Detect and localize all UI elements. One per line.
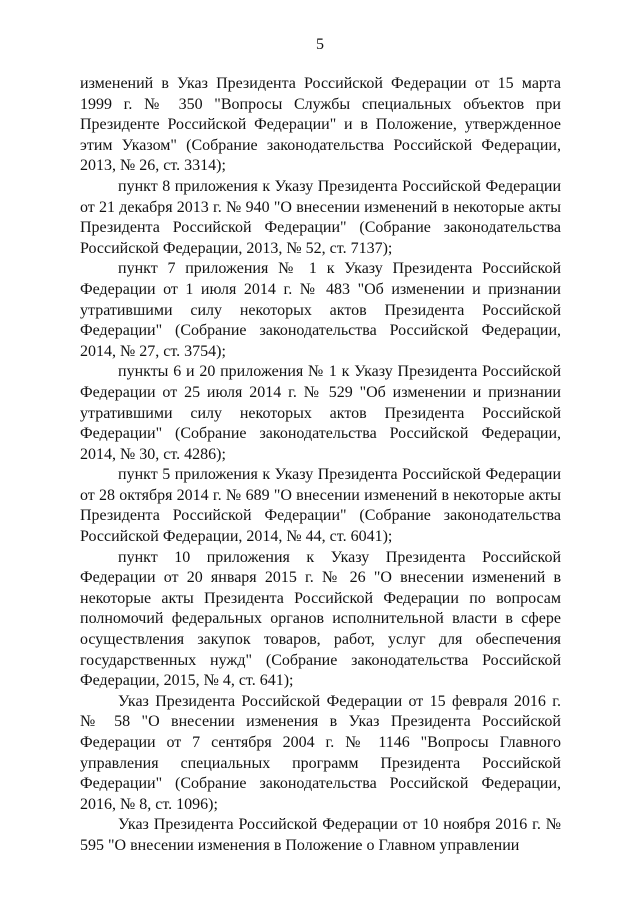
paragraph-item: пункт 8 приложения к Указу Президента Российской Федерации от 21 декабря 2013 г. № 940 "О внесении изменений в некоторые акты Президента Российской Федерации" (Собрание законодательства Российской Федерации, 2013, № 52, ст. 7137); — [80, 177, 561, 257]
paragraph-item: Указ Президента Российской Федерации от 15 февраля 2016 г. № 58 "О внесении изменения в Указ Президента Российской Федерации от 7 сентября 2004 г. № 1146 "Вопросы Главного управления специальных программ Президента Российской Федерации" (Собрание законодательства Российской Федерации, 2016, № 8, ст. 1096); — [80, 692, 561, 813]
page-number: 5 — [316, 36, 324, 53]
paragraph-item: пункт 10 приложения к Указу Президента Российской Федерации от 20 января 2015 г. № 26 "О внесении изменений в некоторые акты Президента Российской Федерации по вопросам полномочий федеральных органов исполнительной власти в сфере осуществления закупок товаров, работ, услуг для обеспечения государственных нужд" (Собрание законодательства Российской Федерации, 2015, № 4, ст. 641); — [80, 548, 561, 690]
paragraph-item: пункт 5 приложения к Указу Президента Российской Федерации от 28 октября 2014 г. № 689 "О внесении изменений в некоторые акты Президента Российской Федерации" (Собрание законодательства Российской Федерации, 2014, № 44, ст. 6041); — [80, 466, 561, 546]
paragraph-item: пункты 6 и 20 приложения № 1 к Указу Президента Российской Федерации от 25 июля 2014 г. № 529 "Об изменении и признании утратившими силу некоторых актов Президента Российской Федерации" (Собрание законодательства Российской Федерации, 2014, № 30, ст. 4286); — [80, 363, 561, 463]
paragraph-item: пункт 7 приложения № 1 к Указу Президента Российской Федерации от 1 июля 2014 г. № 483 "Об изменении и признании утратившими силу некоторых актов Президента Российской Федерации" (Собрание законодательства Российской Федерации, 2014, № 27, ст. 3754); — [80, 260, 561, 360]
paragraph-item: Указ Президента Российской Федерации от 10 ноября 2016 г. № 595 "О внесении изменения в Положение о Главном управлении — [80, 816, 561, 854]
paragraph-continuation: изменений в Указ Президента Российской Федерации от 15 марта 1999 г. № 350 "Вопросы Службы специальных объектов при Президенте Российской Федерации" и в Положение, утвержденное этим Указом" (Собрание законодательства Российской Федерации, 2013, № 26, ст. 3314); — [80, 75, 561, 175]
document-body — [80, 74, 561, 857]
